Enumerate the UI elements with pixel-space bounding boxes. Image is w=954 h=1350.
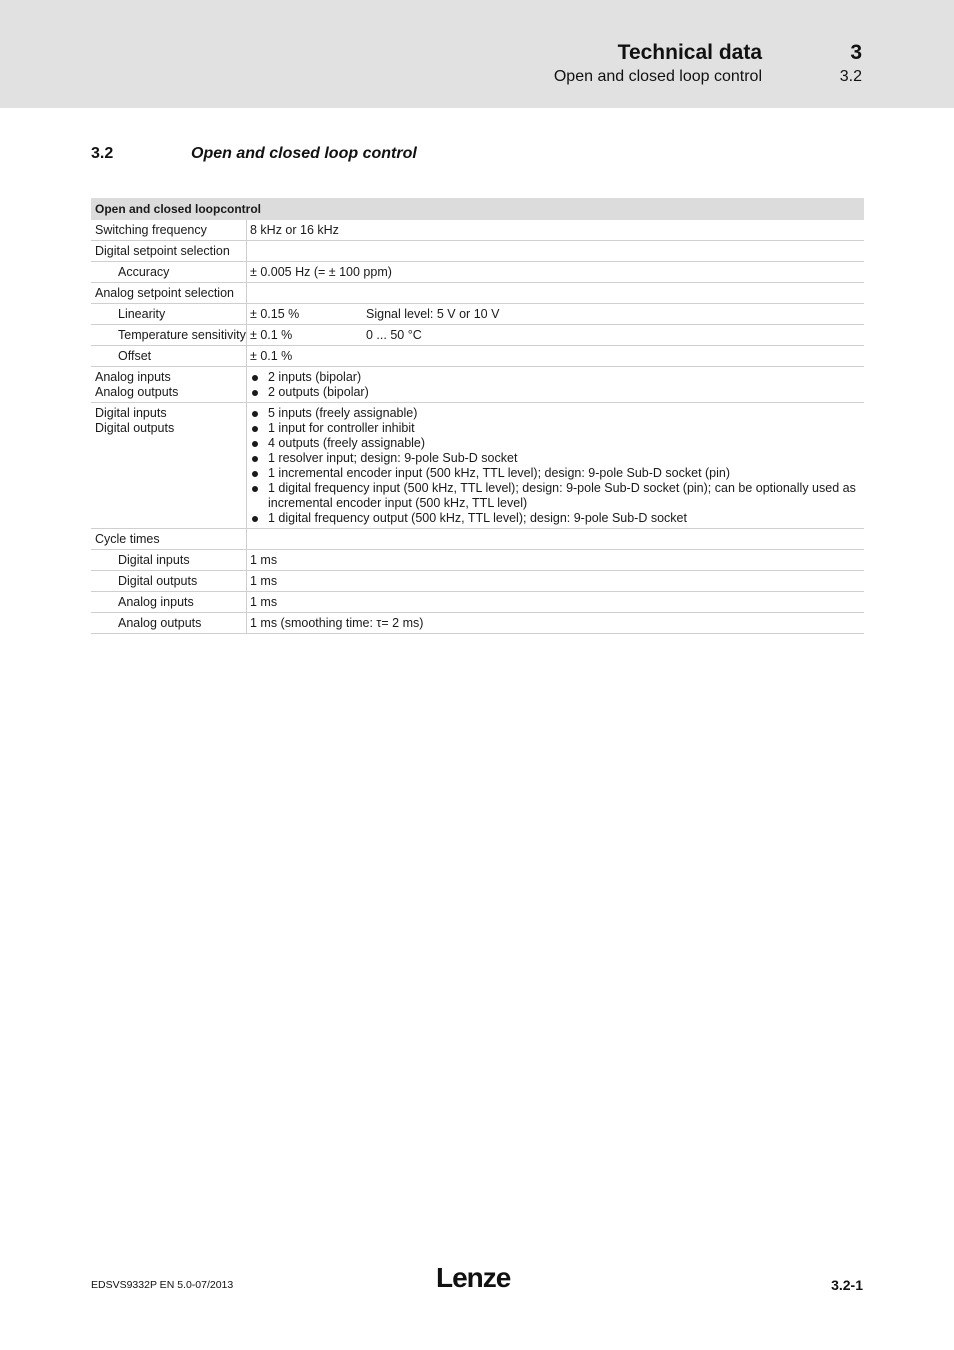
list-item: 2 inputs (bipolar): [250, 370, 864, 385]
row-value: ± 0.005 Hz (= ± 100 ppm): [250, 265, 392, 279]
row-value: [247, 241, 864, 261]
list-item: 4 outputs (freely assignable): [250, 436, 864, 451]
row-label: Accuracy: [91, 262, 247, 282]
table-row: [91, 613, 864, 634]
table-row: [91, 367, 864, 403]
row-label-line: Digital outputs: [95, 421, 175, 435]
row-value: 8 kHz or 16 kHz: [250, 223, 339, 237]
row-label: [91, 403, 247, 528]
row-label: Temperature sensitivity: [91, 325, 247, 345]
table-row: [91, 346, 864, 367]
spec-table-heading: Open and closed loopcontrol: [91, 198, 864, 220]
row-value: 1 ms: [250, 574, 278, 588]
row-label: [91, 367, 247, 402]
row-value: [247, 304, 864, 324]
row-label: Analog setpoint selection: [91, 283, 247, 303]
row-value: [247, 367, 864, 402]
row-label: Switching frequency: [91, 220, 247, 240]
header-chapter-number: 3: [850, 41, 862, 64]
header-subtitle: Open and closed loop control: [553, 68, 762, 85]
section-number: 3.2: [91, 145, 114, 162]
row-label: Analog outputs: [91, 613, 247, 633]
list-item: 1 digital frequency output (500 kHz, TTL level); design: 9-pole Sub-D socket: [250, 511, 864, 526]
row-value-note: Signal level: 5 V or 10 V: [366, 307, 500, 321]
table-row: [91, 304, 864, 325]
row-value: [247, 529, 864, 549]
list-item: 1 incremental encoder input (500 kHz, TTL level); design: 9-pole Sub-D socket (pin): [250, 466, 864, 481]
footer-page-number: 3.2-1: [831, 1277, 863, 1293]
row-label: Digital setpoint selection: [91, 241, 247, 261]
row-label-line: Digital inputs: [95, 406, 167, 420]
row-value-main: ± 0.1 %: [250, 328, 293, 342]
row-value: [247, 283, 864, 303]
row-value: ± 0.1 %: [250, 349, 293, 363]
row-label: Digital outputs: [91, 571, 247, 591]
table-row: [91, 262, 864, 283]
row-label: Digital inputs: [91, 550, 247, 570]
row-label: Analog inputs: [91, 592, 247, 612]
table-row: [91, 283, 864, 304]
row-label: Linearity: [91, 304, 247, 324]
header-section-number: 3.2: [839, 68, 862, 85]
spec-table: [91, 198, 864, 634]
row-value-main: ± 0.15 %: [250, 307, 300, 321]
list-item: 1 resolver input; design: 9-pole Sub-D socket: [250, 451, 864, 466]
table-row: [91, 550, 864, 571]
list-item: 1 digital frequency input (500 kHz, TTL level); design: 9-pole Sub-D socket (pin); can be optionally used as incremental encoder input (500 kHz, TTL level): [250, 481, 864, 511]
row-value: [247, 403, 864, 528]
table-row: [91, 403, 864, 529]
footer-document-id: EDSVS9332P EN 5.0-07/2013: [91, 1279, 234, 1291]
table-row: [91, 325, 864, 346]
row-value: 1 ms (smoothing time: τ= 2 ms): [250, 616, 424, 630]
header-title: Technical data: [617, 41, 762, 64]
table-row: [91, 529, 864, 550]
row-value: 1 ms: [250, 595, 278, 609]
bullet-list: [250, 370, 864, 400]
row-value: [247, 325, 864, 345]
row-label-line: Analog outputs: [95, 385, 179, 399]
list-item: 2 outputs (bipolar): [250, 385, 864, 400]
table-row: [91, 571, 864, 592]
section-title: Open and closed loop control: [191, 145, 417, 162]
row-label: Cycle times: [91, 529, 247, 549]
row-value: 1 ms: [250, 553, 278, 567]
table-row: [91, 241, 864, 262]
list-item: 1 input for controller inhibit: [250, 421, 864, 436]
lenze-logo: Lenze: [436, 1262, 511, 1293]
row-label-line: Analog inputs: [95, 370, 171, 384]
row-value-note: 0 ... 50 °C: [366, 328, 422, 342]
table-row: [91, 220, 864, 241]
list-item: 5 inputs (freely assignable): [250, 406, 864, 421]
bullet-list: [250, 406, 864, 526]
table-row: [91, 592, 864, 613]
row-label: Offset: [91, 346, 247, 366]
page-header: [0, 0, 954, 108]
